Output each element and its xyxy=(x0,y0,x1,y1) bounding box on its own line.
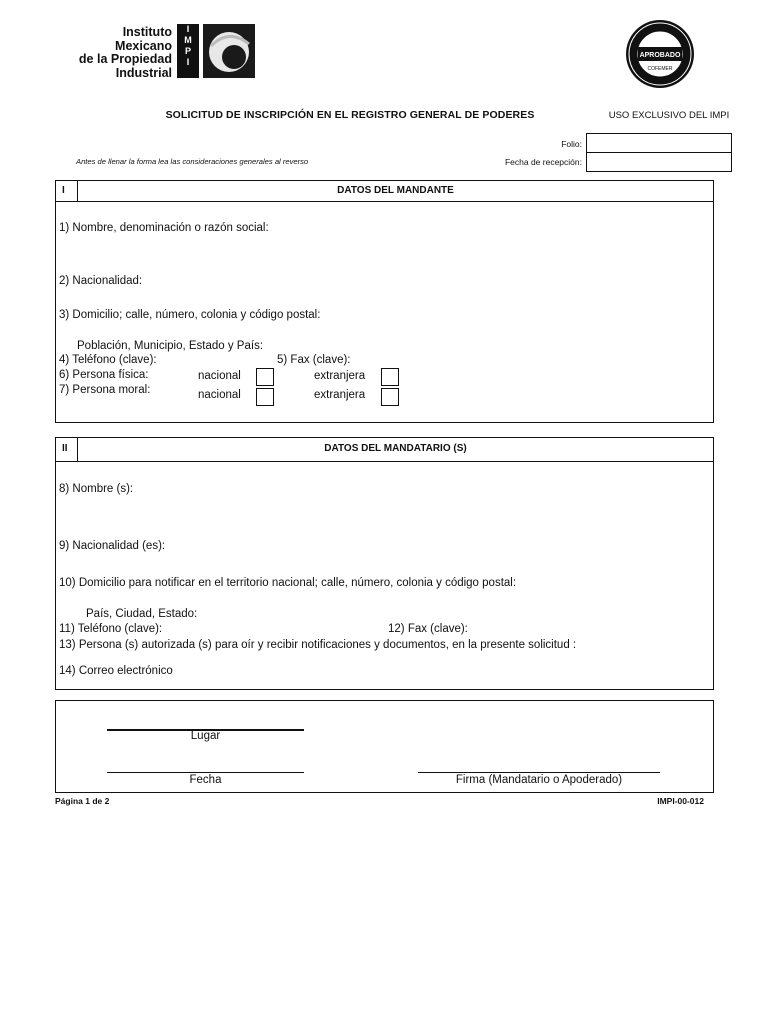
institute-name xyxy=(60,26,172,80)
field-personas-autorizadas[interactable]: 13) Persona (s) autorizada (s) para oír y recibir notificaciones y documentos, en la presente solicitud : xyxy=(59,639,577,651)
logo-line: de la Propiedad xyxy=(78,52,172,66)
field-domicilio[interactable]: 3) Domicilio; calle, número, colonia y código postal: xyxy=(59,309,321,321)
section-header xyxy=(56,181,713,202)
checkbox-moral-nacional[interactable] xyxy=(256,388,274,406)
firma-label: Firma (Mandatario o Apoderado) xyxy=(455,774,623,786)
field-fax[interactable]: 5) Fax (clave): xyxy=(277,354,351,366)
field-telefono[interactable]: 4) Teléfono (clave): xyxy=(59,354,157,366)
impi-letter: I xyxy=(186,24,190,34)
section-header xyxy=(56,438,713,462)
section-mandante xyxy=(55,180,714,423)
field-fax-mandatario[interactable]: 12) Fax (clave): xyxy=(388,623,468,635)
logo-line: Instituto xyxy=(122,25,172,39)
fecha-recepcion-field[interactable] xyxy=(586,152,732,172)
section-number: II xyxy=(56,438,78,461)
seal-sublabel: COFEMER xyxy=(647,66,673,72)
folio-label: Folio: xyxy=(561,139,582,149)
impi-letter: P xyxy=(184,46,191,56)
impi-letter: M xyxy=(184,35,192,45)
field-persona-moral: 7) Persona moral: xyxy=(59,384,151,396)
firma-line[interactable] xyxy=(418,772,660,773)
uso-exclusivo-label: USO EXCLUSIVO DEL IMPI xyxy=(608,110,730,121)
field-nacionalidades[interactable]: 9) Nacionalidad (es): xyxy=(59,540,166,552)
field-persona-fisica: 6) Persona física: xyxy=(59,369,149,381)
logo-line: Mexicano xyxy=(115,38,172,53)
form-code: IMPI-00-012 xyxy=(657,796,704,806)
section-mandatario xyxy=(55,437,714,690)
impi-letter: I xyxy=(186,57,190,67)
field-domicilio-notificar[interactable]: 10) Domicilio para notificar en el territorio nacional; calle, número, colonia y código postal: xyxy=(59,577,517,589)
fecha-label: Fecha xyxy=(189,774,222,786)
nacional-label: nacional xyxy=(198,370,241,382)
logo-line: Industrial xyxy=(115,65,172,80)
extranjera-label: extranjera xyxy=(314,389,366,401)
field-correo[interactable]: 14) Correo electrónico xyxy=(59,665,173,677)
section-number: I xyxy=(56,181,78,201)
field-pais-ciudad[interactable]: País, Ciudad, Estado: xyxy=(86,608,198,620)
page-number: Página 1 de 2 xyxy=(55,796,110,806)
form-title: SOLICITUD DE INSCRIPCIÓN EN EL REGISTRO GENERAL DE PODERES xyxy=(165,109,535,121)
field-nombre-mandatario[interactable]: 8) Nombre (s): xyxy=(59,483,134,495)
field-nombre-mandante[interactable]: 1) Nombre, denominación o razón social: xyxy=(59,222,269,234)
checkbox-moral-extranjera[interactable] xyxy=(381,388,399,406)
cofemer-seal-icon xyxy=(624,18,696,90)
lugar-label: Lugar xyxy=(190,730,221,742)
fecha-recepcion-label: Fecha de recepción: xyxy=(504,157,582,167)
section-title: DATOS DEL MANDANTE xyxy=(337,185,454,196)
instructions-note: Antes de llenar la forma lea las consideraciones generales al reverso xyxy=(76,157,309,166)
seal-label: APROBADO xyxy=(639,52,681,59)
fecha-line[interactable] xyxy=(107,772,304,773)
impi-vertical-bar xyxy=(177,24,199,78)
checkbox-fisica-extranjera[interactable] xyxy=(381,368,399,386)
extranjera-label: extranjera xyxy=(314,370,366,382)
nacional-label: nacional xyxy=(198,389,241,401)
impi-logo-icon xyxy=(203,24,255,78)
checkbox-fisica-nacional[interactable] xyxy=(256,368,274,386)
field-telefono-mandatario[interactable]: 11) Teléfono (clave): xyxy=(59,623,163,635)
field-nacionalidad[interactable]: 2) Nacionalidad: xyxy=(59,275,143,287)
section-title: DATOS DEL MANDATARIO (S) xyxy=(324,443,467,454)
folio-field[interactable] xyxy=(586,133,732,153)
field-poblacion[interactable]: Población, Municipio, Estado y País: xyxy=(77,340,264,352)
